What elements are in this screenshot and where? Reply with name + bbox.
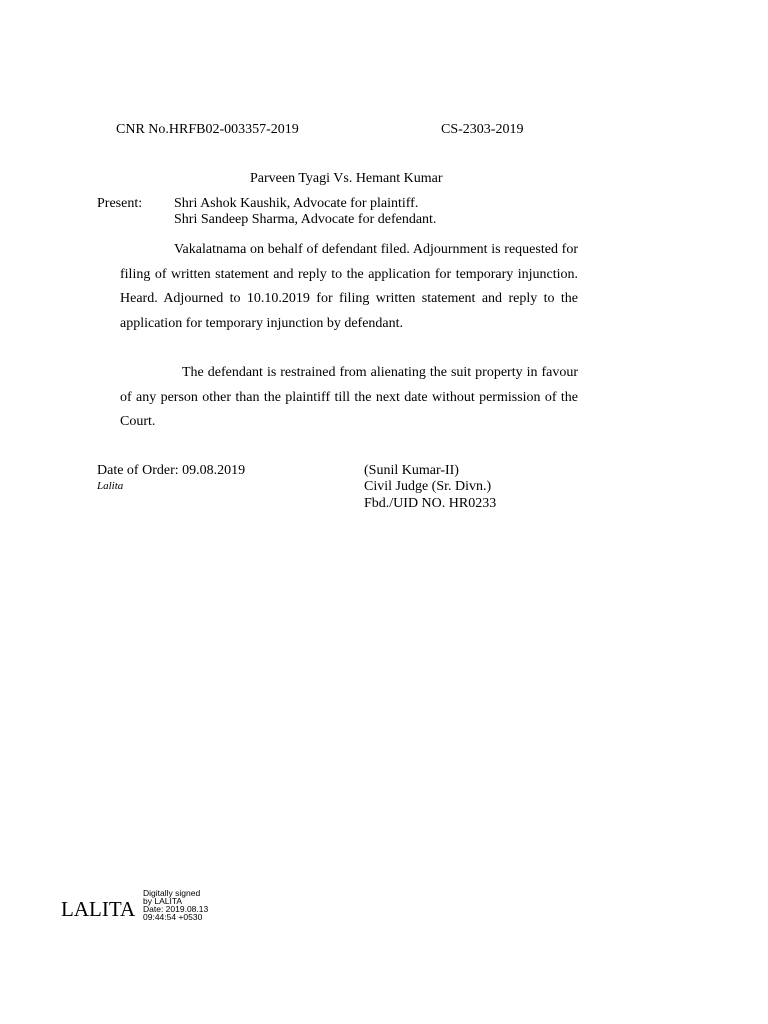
signature-line-2: by LALITA bbox=[143, 896, 183, 906]
signature-line-1: Digitally signed bbox=[143, 888, 201, 898]
cnr-number: CNR No.HRFB02-003357-2019 bbox=[116, 122, 299, 137]
digital-signature-name: LALITA bbox=[61, 897, 136, 921]
present-label: Present: bbox=[97, 196, 143, 211]
clerk-initials: Lalita bbox=[97, 480, 124, 492]
present-plaintiff-advocate: Shri Ashok Kaushik, Advocate for plaintiff. bbox=[174, 196, 419, 211]
date-of-order: Date of Order: 09.08.2019 bbox=[97, 463, 246, 478]
judge-uid: Fbd./UID NO. HR0233 bbox=[364, 496, 497, 511]
order-paragraph-1: Vakalatnama on behalf of defendant filed. Adjournment is requested for filing of written statement and reply to the application for temporary injunction. Heard. Adjourned to 10.10.2019 for filing written statement and reply to the application for temporary injunction by defendant. bbox=[120, 242, 578, 331]
present-defendant-advocate: Shri Sandeep Sharma, Advocate for defendant. bbox=[174, 212, 437, 227]
judge-name: (Sunil Kumar-II) bbox=[364, 463, 459, 478]
judge-title: Civil Judge (Sr. Divn.) bbox=[364, 479, 492, 494]
signature-line-4: 09:44:54 +0530 bbox=[143, 912, 203, 922]
order-paragraph-2: The defendant is restrained from alienating the suit property in favour of any person other than the plaintiff till the next date without permission of the Court. bbox=[120, 365, 578, 429]
case-number: CS-2303-2019 bbox=[441, 122, 524, 137]
signature-line-3: Date: 2019.08.13 bbox=[143, 904, 209, 914]
case-title: Parveen Tyagi Vs. Hemant Kumar bbox=[250, 171, 443, 186]
digital-signature-details bbox=[143, 889, 208, 921]
